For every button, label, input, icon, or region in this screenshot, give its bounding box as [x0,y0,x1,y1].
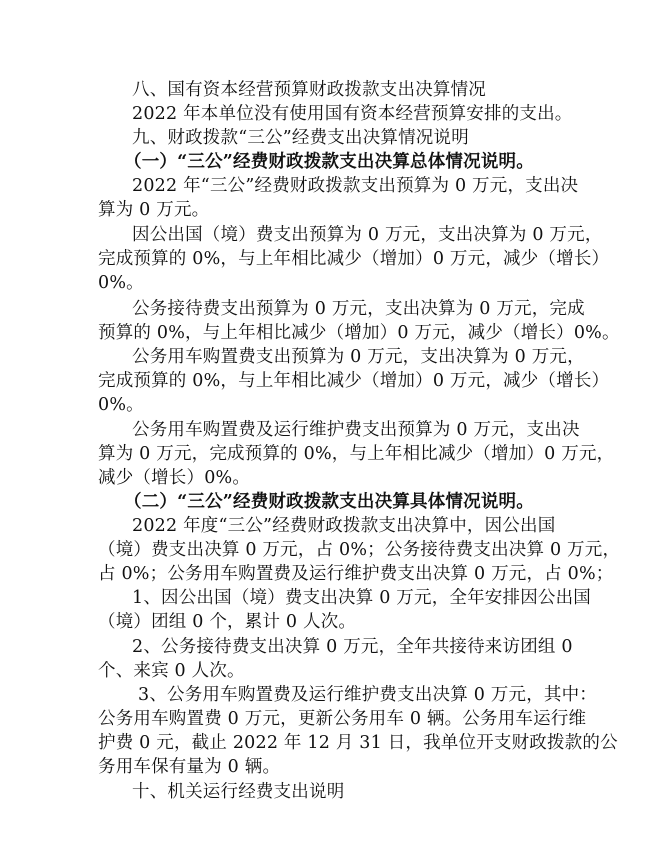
paragraph-line: 公务用车购置费及运行维护费支出预算为 0 万元，支出决 [132,420,580,440]
paragraph-line: 0%。 [98,395,144,415]
paragraph-line: （境）费支出决算 0 万元，占 0%；公务接待费支出决算 0 万元， [98,540,621,560]
paragraph-line: 个、来宾 0 人次。 [98,661,245,681]
paragraph-line: 完成预算的 0%，与上年相比减少（增加）0 万元，减少（增长） [98,371,610,391]
paragraph-line: 因公出国（境）费支出预算为 0 万元，支出决算为 0 万元， [132,225,603,245]
paragraph-line: 占 0%；公务用车购置费及运行维护费支出决算 0 万元，占 0%； [98,564,614,584]
paragraph-line: 0%。 [98,273,144,293]
section-heading-9: 九、财政拨款“三公”经费支出决算情况说明 [132,128,469,148]
paragraph-line: 算为 0 万元。 [98,200,210,220]
paragraph-line: （境）团组 0 个，累计 0 人次。 [98,612,357,632]
paragraph-line: 减少（增长）0%。 [98,468,251,488]
paragraph-line: 公务用车购置费支出预算为 0 万元，支出决算为 0 万元， [132,347,585,367]
paragraph-line: 预算的 0%，与上年相比减少（增加）0 万元，减少（增长）0%。 [98,323,620,343]
subsection-heading-2: （二）“三公”经费财政拨款支出决算具体情况说明。 [124,492,534,512]
paragraph-line: 2022 年度“三公”经费财政拨款支出决算中，因公出国 [132,516,556,536]
paragraph-line: 公务用车购置费 0 万元，更新公务用车 0 辆。公务用车运行维 [98,709,587,729]
paragraph-line: 算为 0 万元，完成预算的 0%，与上年相比减少（增加）0 万元， [98,444,615,464]
paragraph-line: 1、因公出国（境）费支出决算 0 万元，全年安排因公出国 [132,588,591,608]
section-heading-8: 八、国有资本经营预算财政拨款支出决算情况 [132,80,486,100]
paragraph-line: 公务接待费支出预算为 0 万元，支出决算为 0 万元，完成 [132,299,585,319]
paragraph-line: 务用车保有量为 0 辆。 [98,757,281,777]
section-heading-10: 十、机关运行经费支出说明 [132,782,345,802]
paragraph-line: 3、公务用车购置费及运行维护费支出决算 0 万元，其中： [138,685,597,705]
paragraph-line: 2022 年本单位没有使用国有资本经营预算安排的支出。 [132,104,573,124]
paragraph-line: 2022 年“三公”经费财政拨款支出预算为 0 万元，支出决 [132,176,579,196]
paragraph-line: 完成预算的 0%，与上年相比减少（增加）0 万元，减少（增长） [98,249,610,269]
subsection-heading-1: （一）“三公”经费财政拨款支出决算总体情况说明。 [124,152,534,172]
paragraph-line: 护费 0 元，截止 2022 年 12 月 31 日，我单位开支财政拨款的公 [98,733,618,753]
paragraph-line: 2、公务接待费支出决算 0 万元，全年共接待来访团组 0 [132,637,573,657]
